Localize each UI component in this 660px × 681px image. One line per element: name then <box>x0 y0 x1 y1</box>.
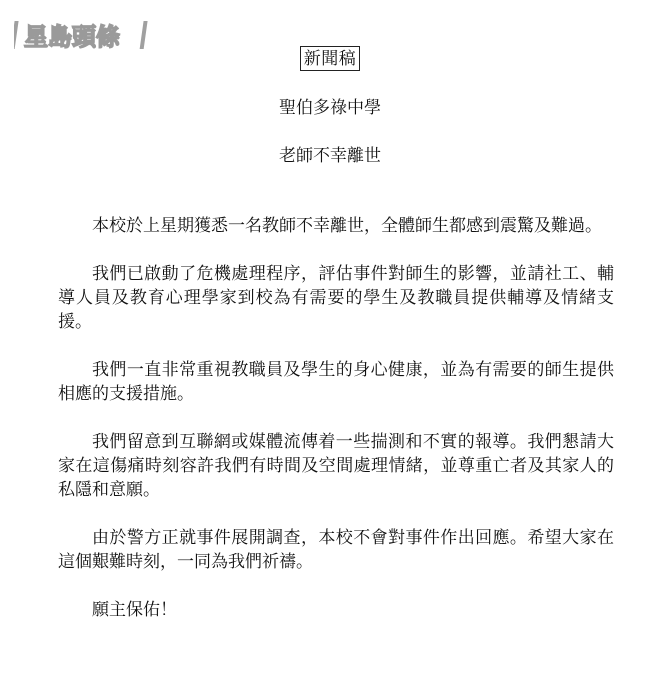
paragraph-3: 我們一直非常重視教職員及學生的身心健康，並為有需要的師生提供相應的支援措施。 <box>58 360 614 404</box>
closing-blessing: 願主保佑！ <box>92 600 177 620</box>
school-name: 聖伯多祿中學 <box>279 98 381 118</box>
headline: 老師不幸離世 <box>279 146 381 166</box>
paragraph-4: 我們留意到互聯網或媒體流傳着一些揣測和不實的報導。我們懇請大家在這傷痛時刻容許我們有時間及空間處理情緒，並尊重亡者及其家人的私隱和意願。 <box>58 432 614 500</box>
paragraph-1: 本校於上星期獲悉一名教師不幸離世，全體師生都感到震驚及難過。 <box>92 216 602 236</box>
logo-text: 星島頭條 <box>24 23 120 51</box>
paragraph-2: 我們已啟動了危機處理程序，評估事件對師生的影響，並請社工、輔導人員及教育心理學家到校為有需要的學生及教職員提供輔導及情緒支援。 <box>58 264 614 332</box>
paragraph-5: 由於警方正就事件展開調查，本校不會對事件作出回應。希望大家在這個艱難時刻，一同為我們祈禱。 <box>58 528 614 572</box>
press-release-label-text: 新聞稿 <box>300 46 361 71</box>
press-release-label <box>0 46 660 71</box>
